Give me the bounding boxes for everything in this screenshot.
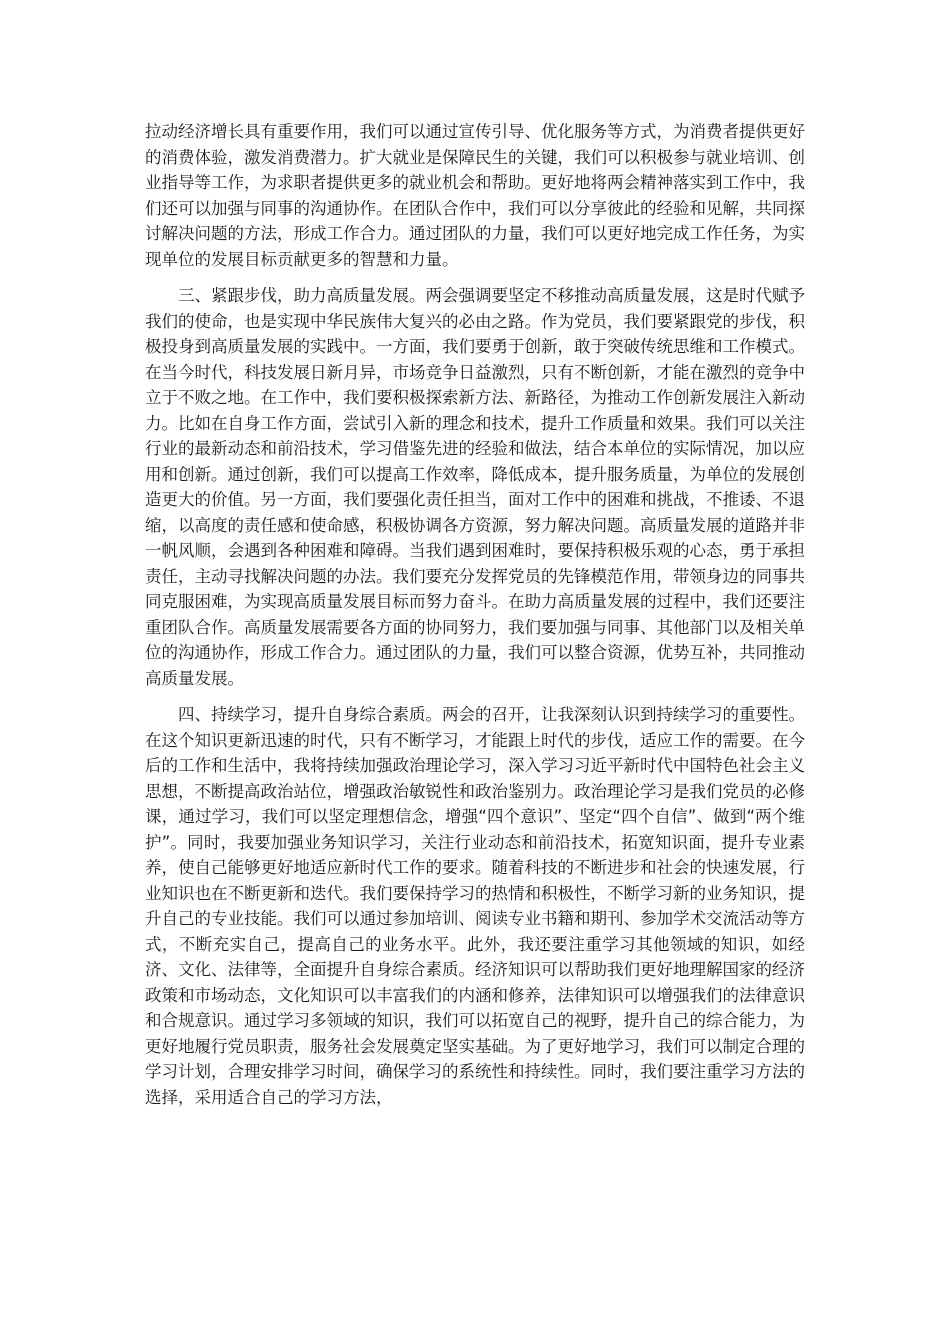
paragraph-continuation: 拉动经济增长具有重要作用，我们可以通过宣传引导、优化服务等方式，为消费者提供更好的消费体验，激发消费潜力。扩大就业是保障民生的关键，我们可以积极参与就业培训、创业指导等工作，为求职者提供更多的就业机会和帮助。更好地将两会精神落实到工作中，我们还可以加强与同事的沟通协作。在团队合作中，我们可以分享彼此的经验和见解，共同探讨解决问题的方法，形成工作合力。通过团队的力量，我们可以更好地完成工作任务，为实现单位的发展目标贡献更多的智慧和力量。 (145, 122, 805, 269)
document-body (145, 119, 805, 1110)
paragraph-section-three: 三、紧跟步伐，助力高质量发展。两会强调要坚定不移推动高质量发展，这是时代赋予我们的使命，也是实现中华民族伟大复兴的必由之路。作为党员，我们要紧跟党的步伐，积极投身到高质量发展的实践中。一方面，我们要勇于创新，敢于突破传统思维和工作模式。在当今时代，科技发展日新月异，市场竞争日益激烈，只有不断创新，才能在激烈的竞争中立于不败之地。在工作中，我们要积极探索新方法、新路径，为推动工作创新发展注入新动力。比如在自身工作方面，尝试引入新的理念和技术，提升工作质量和效果。我们可以关注行业的最新动态和前沿技术，学习借鉴先进的经验和做法，结合本单位的实际情况，加以应用和创新。通过创新，我们可以提高工作效率，降低成本，提升服务质量，为单位的发展创造更大的价值。另一方面，我们要强化责任担当，面对工作中的困难和挑战，不推诿、不退缩，以高度的责任感和使命感，积极协调各方资源，努力解决问题。高质量发展的道路并非一帆风顺，会遇到各种困难和障碍。当我们遇到困难时，要保持积极乐观的心态，勇于承担责任，主动寻找解决问题的办法。我们要充分发挥党员的先锋模范作用，带领身边的同事共同克服困难，为实现高质量发展目标而努力奋斗。在助力高质量发展的过程中，我们还要注重团队合作。高质量发展需要各方面的协同努力，我们要加强与同事、其他部门以及相关单位的沟通协作，形成工作合力。通过团队的力量，我们可以整合资源，优势互补，共同推动高质量发展。 (145, 286, 805, 688)
paragraph-section-four: 四、持续学习，提升自身综合素质。两会的召开，让我深刻认识到持续学习的重要性。在这个知识更新迅速的时代，只有不断学习，才能跟上时代的步伐，适应工作的需要。在今后的工作和生活中，我将持续加强政治理论学习，深入学习习近平新时代中国特色社会主义思想，不断提高政治站位，增强政治敏锐性和政治鉴别力。政治理论学习是我们党员的必修课，通过学习，我们可以坚定理想信念，增强“四个意识”、坚定“四个自信”、做到“两个维护”。同时，我要加强业务知识学习，关注行业动态和前沿技术，拓宽知识面，提升专业素养，使自己能够更好地适应新时代工作的要求。随着科技的不断进步和社会的快速发展，行业知识也在不断更新和迭代。我们要保持学习的热情和积极性，不断学习新的业务知识，提升自己的专业技能。我们可以通过参加培训、阅读专业书籍和期刊、参加学术交流活动等方式，不断充实自己，提高自己的业务水平。此外，我还要注重学习其他领域的知识，如经济、文化、法律等，全面提升自身综合素质。经济知识可以帮助我们更好地理解国家的经济政策和市场动态，文化知识可以丰富我们的内涵和修养，法律知识可以增强我们的法律意识和合规意识。通过学习多领域的知识，我们可以拓宽自己的视野，提升自己的综合能力，为更好地履行党员职责，服务社会发展奠定坚实基础。为了更好地学习，我们可以制定合理的学习计划，合理安排学习时间，确保学习的系统性和持续性。同时，我们要注重学习方法的选择，采用适合自己的学习方法， (145, 705, 805, 1107)
